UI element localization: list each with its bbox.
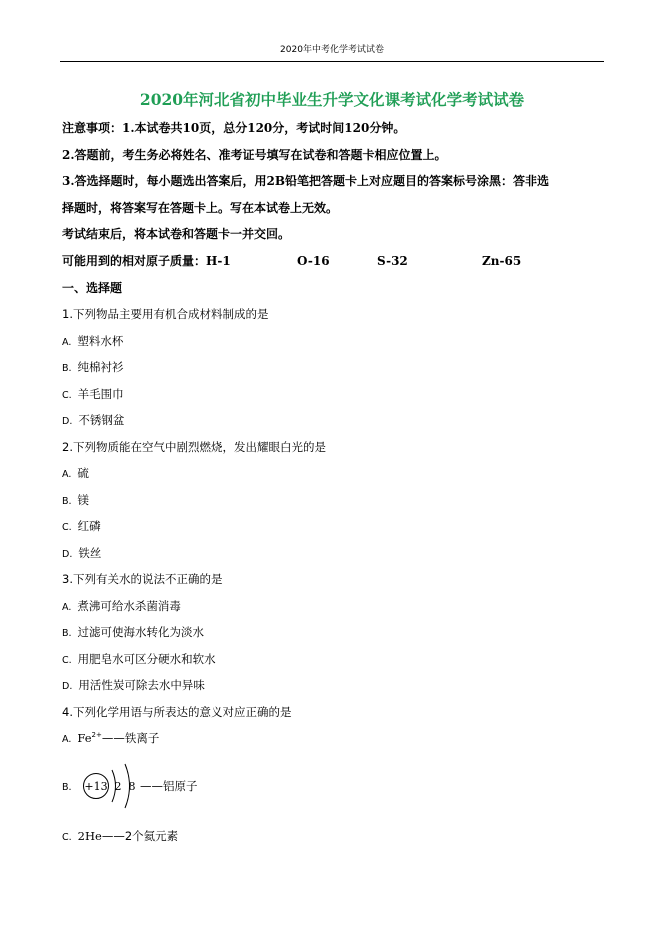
note-line-3b: 择题时，将答案写在答题卡上。写在本试卷上无效。 bbox=[62, 201, 339, 215]
atomic-mass-label: 可能用到的相对原子质量：H-1 bbox=[62, 254, 231, 268]
option-letter: C. bbox=[62, 832, 72, 843]
question-4-option-a[interactable] bbox=[62, 730, 159, 748]
option-text: 煮沸可给水杀菌消毒 bbox=[77, 599, 181, 613]
shell-2-electrons: 8 bbox=[128, 780, 136, 793]
question-2-option-b[interactable] bbox=[62, 492, 89, 510]
option-text: 羊毛围巾 bbox=[77, 387, 124, 401]
option-letter: B. bbox=[62, 363, 72, 374]
option-meaning: ——铝原子 bbox=[140, 779, 198, 793]
note-line-2: 2.答题前，考生务必将姓名、准考证号填写在试卷和答题卡相应位置上。 bbox=[62, 148, 447, 162]
option-meaning: ——铁离子 bbox=[101, 731, 160, 745]
question-3-option-b[interactable] bbox=[62, 624, 204, 642]
option-letter: D. bbox=[62, 681, 73, 692]
option-meaning: ——2个氦元素 bbox=[101, 829, 179, 843]
question-3-option-c[interactable] bbox=[62, 651, 216, 669]
question-2-option-c[interactable] bbox=[62, 518, 101, 536]
question-2-stem: 2.下列物质能在空气中剧烈燃烧，发出耀眼白光的是 bbox=[62, 440, 326, 454]
note-line-1: 注意事项：1.本试卷共10页，总分120分，考试时间120分钟。 bbox=[62, 121, 406, 135]
section-title: 一、选择题 bbox=[62, 281, 123, 295]
option-text: 铁丝 bbox=[78, 546, 102, 560]
option-text: 塑料水杯 bbox=[77, 334, 124, 348]
nucleus-charge: +13 bbox=[84, 780, 108, 793]
question-1-option-b[interactable] bbox=[62, 359, 124, 377]
option-letter: A. bbox=[62, 602, 72, 613]
question-3-option-a[interactable] bbox=[62, 598, 181, 616]
formula: 2He bbox=[77, 829, 102, 843]
ion-charge: 2+ bbox=[91, 731, 102, 739]
note-line-3a: 3.答选择题时，每小题选出答案后，用2B铅笔把答题卡上对应题目的答案标号涂黑：答非选 bbox=[62, 174, 550, 188]
question-4-option-b[interactable] bbox=[76, 758, 246, 816]
atomic-mass-s: S-32 bbox=[377, 254, 408, 268]
option-text: 不锈钢盆 bbox=[78, 413, 125, 427]
exam-title: 2020年河北省初中毕业生升学文化课考试化学考试试卷 bbox=[139, 90, 525, 109]
atomic-mass-line bbox=[62, 253, 602, 269]
question-4-option-c[interactable] bbox=[62, 828, 178, 846]
question-1-option-c[interactable] bbox=[62, 386, 124, 404]
option-letter: C. bbox=[62, 655, 72, 666]
option-letter: C. bbox=[62, 522, 72, 533]
option-letter: A. bbox=[62, 734, 72, 745]
option-text: 硫 bbox=[77, 466, 89, 480]
ion-symbol: Fe bbox=[77, 731, 92, 745]
question-3-option-d[interactable] bbox=[62, 677, 205, 695]
option-letter: A. bbox=[62, 337, 72, 348]
option-text: 纯棉衬衫 bbox=[77, 360, 124, 374]
option-letter: D. bbox=[62, 416, 73, 427]
question-1-option-d[interactable] bbox=[62, 412, 124, 430]
option-letter: A. bbox=[62, 469, 72, 480]
atomic-mass-zn: Zn-65 bbox=[482, 254, 522, 268]
option-text: 镁 bbox=[77, 493, 90, 507]
question-2-option-a[interactable] bbox=[62, 465, 89, 483]
note-line-4: 考试结束后，将本试卷和答题卡一并交回。 bbox=[62, 227, 291, 241]
option-letter: B. bbox=[62, 782, 72, 793]
option-letter: B. bbox=[62, 496, 72, 507]
header-divider bbox=[60, 61, 604, 62]
question-4-stem: 4.下列化学用语与所表达的意义对应正确的是 bbox=[62, 705, 292, 719]
option-letter: D. bbox=[62, 549, 73, 560]
option-text: 用肥皂水可区分硬水和软水 bbox=[77, 652, 216, 666]
option-text: 红磷 bbox=[77, 519, 101, 533]
option-text: 用活性炭可除去水中异味 bbox=[78, 678, 205, 692]
option-letter: B. bbox=[62, 628, 72, 639]
question-1-option-a[interactable] bbox=[62, 333, 123, 351]
question-2-option-d[interactable] bbox=[62, 545, 101, 563]
option-text: 过滤可使海水转化为淡水 bbox=[77, 625, 205, 639]
question-3-stem: 3.下列有关水的说法不正确的是 bbox=[62, 572, 223, 586]
atom-structure-diagram bbox=[84, 764, 198, 808]
page-header: 2020年中考化学考试试卷 bbox=[280, 45, 384, 55]
shell-1-electrons: 2 bbox=[114, 780, 122, 793]
question-1-stem: 1.下列物品主要用有机合成材料制成的是 bbox=[62, 307, 269, 321]
option-letter: C. bbox=[62, 390, 72, 401]
atomic-mass-o: O-16 bbox=[297, 254, 330, 268]
